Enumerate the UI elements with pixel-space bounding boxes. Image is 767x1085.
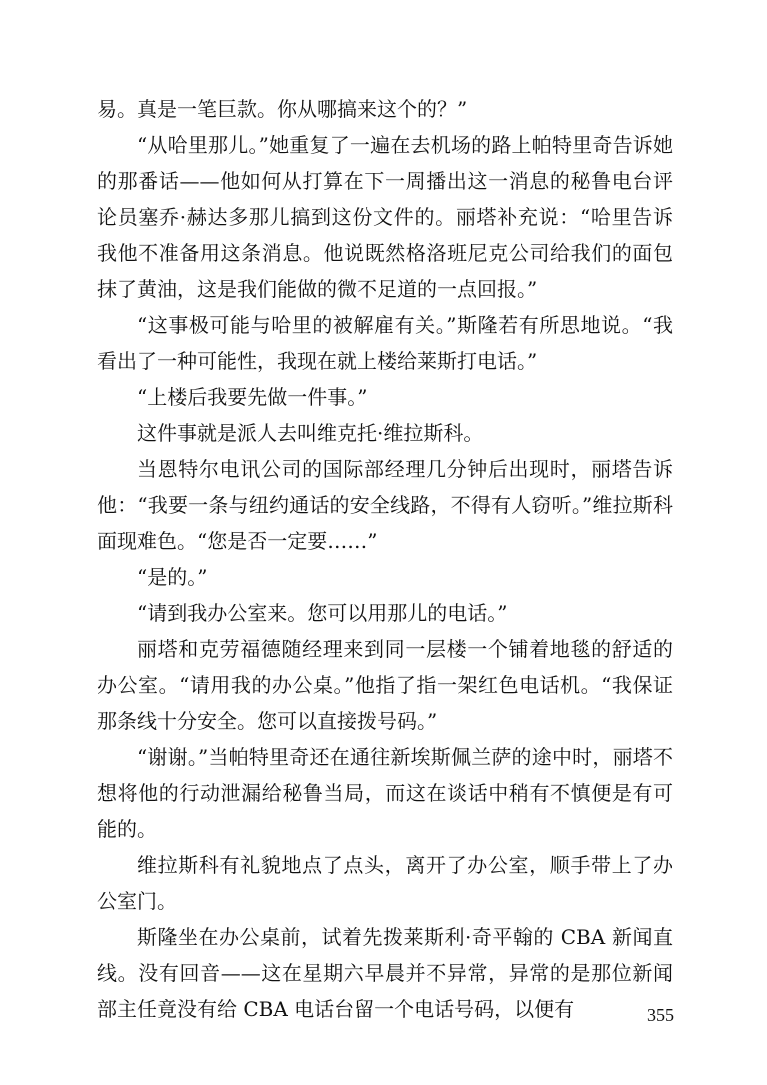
paragraph-10: “谢谢。”当帕特里奇还在通往新埃斯佩兰萨的途中时，丽塔不想将他的行动泄漏给秘鲁当局，而这在谈话中稍有不慎便是有可能的。	[97, 745, 673, 841]
paragraph-6: 当恩特尔电讯公司的国际部经理几分钟后出现时，丽塔告诉他：“我要一条与纽约通话的安全线路，不得有人窃听。”维拉斯科面现难色。“您是否一定要……”	[97, 457, 673, 553]
paragraph-11: 维拉斯科有礼貌地点了点头，离开了办公室，顺手带上了办公室门。	[97, 853, 673, 913]
paragraph-2: “从哈里那儿。”她重复了一遍在去机场的路上帕特里奇告诉她的那番话——他如何从打算在下一周播出这一消息的秘鲁电台评论员塞乔·赫达多那儿搞到这份文件的。丽塔补充说：“哈里告诉我他不准备用这条消息。他说既然格洛班尼克公司给我们的面包抹了黄油，这是我们能做的微不足道的一点回报。”	[97, 133, 673, 301]
paragraph-9: 丽塔和克劳福德随经理来到同一层楼一个铺着地毯的舒适的办公室。“请用我的办公桌。”他指了指一架红色电话机。“我保证那条线十分安全。您可以直接拨号码。”	[97, 637, 673, 733]
paragraph-1: 易。真是一笔巨款。你从哪搞来这个的？”	[97, 97, 468, 121]
paragraph-4: “上楼后我要先做一件事。”	[137, 385, 368, 409]
paragraph-5: 这件事就是派人去叫维克托·维拉斯科。	[137, 421, 484, 445]
page-number: 355	[647, 1005, 674, 1025]
paragraph-3: “这事极可能与哈里的被解雇有关。”斯隆若有所思地说。“我看出了一种可能性，我现在就上楼给莱斯打电话。”	[97, 313, 673, 373]
paragraph-7: “是的。”	[137, 565, 208, 589]
paragraph-12: 斯隆坐在办公桌前，试着先拨莱斯利·奇平翰的 CBA 新闻直线。没有回音——这在星期六早晨并不异常，异常的是那位新闻部主任竟没有给 CBA 电话台留一个电话号码，以便有	[97, 925, 673, 1021]
paragraph-8: “请到我办公室来。您可以用那儿的电话。”	[137, 601, 508, 625]
body-text	[97, 91, 673, 1027]
